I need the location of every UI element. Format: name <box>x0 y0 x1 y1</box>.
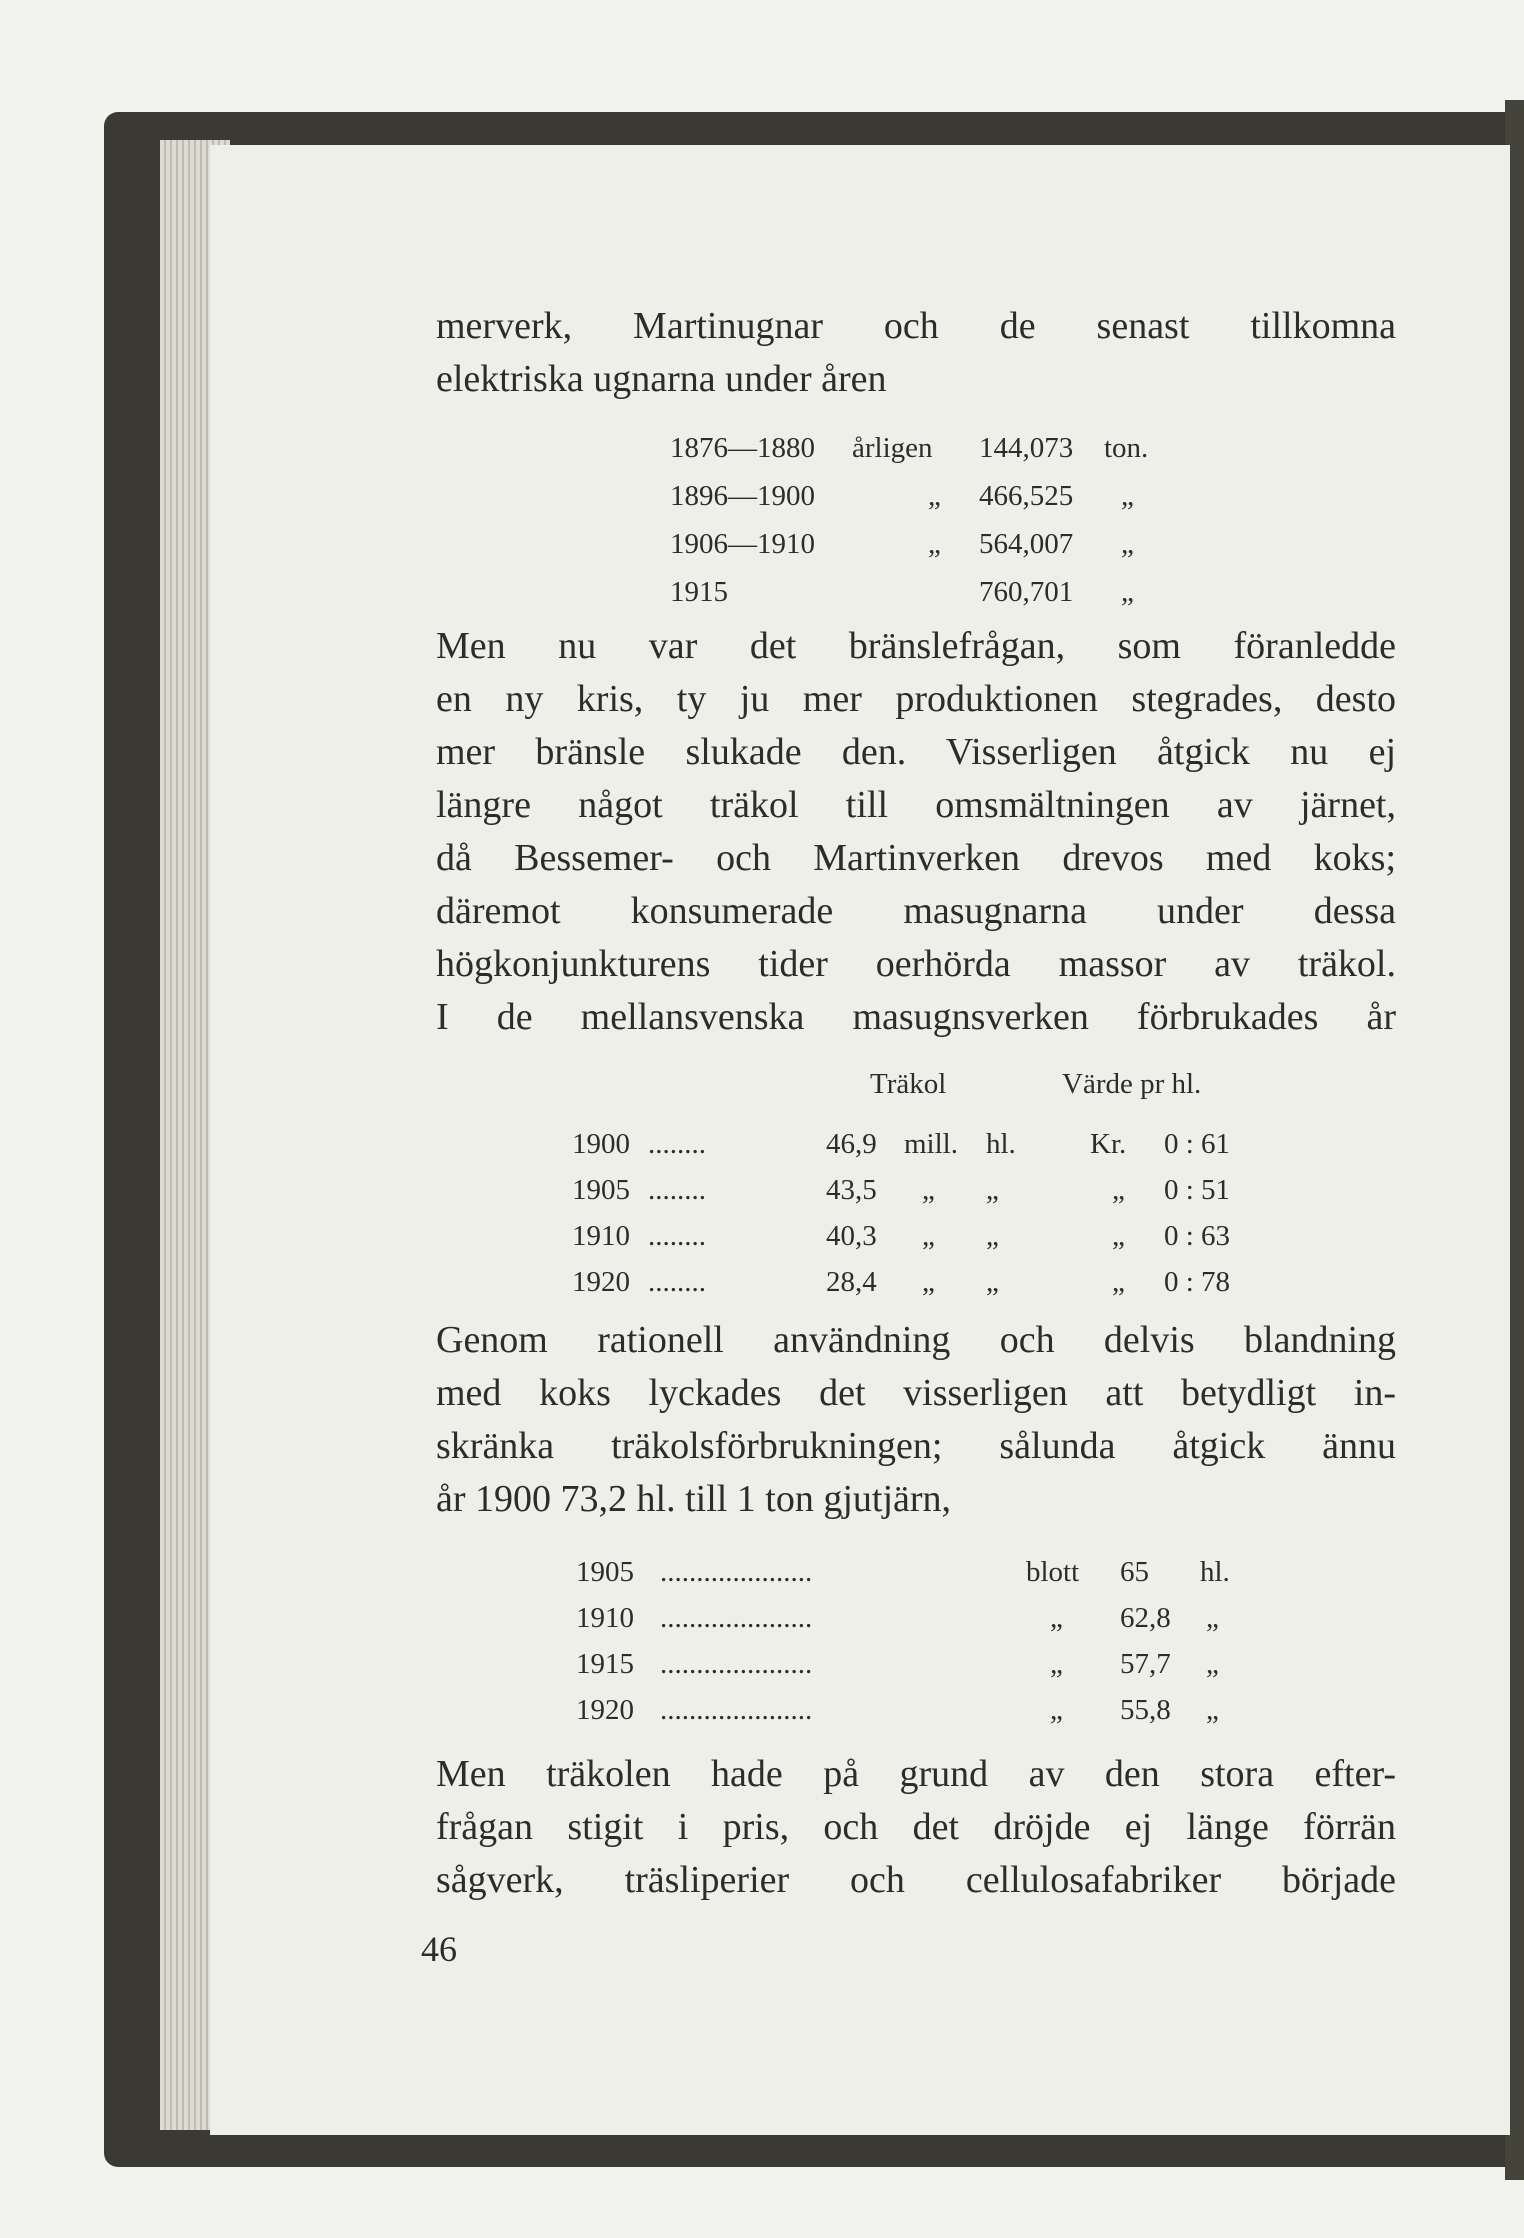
value-cell: 760,701 <box>979 576 1074 608</box>
amount-cell: 43,5 <box>826 1174 877 1206</box>
unit1-cell: „ <box>922 1266 935 1298</box>
text-line: Genom rationell användning och delvis blandning <box>436 1319 1396 1361</box>
text-line: högkonjunkturens tider oerhörda massor av träkol. <box>436 943 1396 985</box>
dots-cell: ..................... <box>660 1694 813 1726</box>
text-line: då Bessemer- och Martinverken drevos med koks; <box>436 837 1396 879</box>
text-line: en ny kris, ty ju mer produktionen stegrades, desto <box>436 678 1396 720</box>
price-cell: 0 : 63 <box>1164 1220 1231 1252</box>
value-cell: 57,7 <box>1120 1648 1171 1680</box>
dots-cell: ..................... <box>660 1648 813 1680</box>
year-cell: 1910 <box>572 1220 630 1252</box>
amount-cell: 28,4 <box>826 1266 877 1298</box>
value-cell: 564,007 <box>979 528 1074 560</box>
text-line: merverk, Martinugnar och de senast tillkomna <box>436 305 1396 347</box>
value-cell: 466,525 <box>979 480 1074 512</box>
years-cell: 1906—1910 <box>670 528 815 560</box>
value-cell: 65 <box>1120 1556 1149 1588</box>
text-line: skränka träkolsförbrukningen; sålunda åtgick ännu <box>436 1425 1396 1467</box>
unit1-cell: „ <box>922 1174 935 1206</box>
text-line: Men träkolen hade på grund av den stora efter- <box>436 1753 1396 1795</box>
text-line: däremot konsumerade masugnarna under dessa <box>436 890 1396 932</box>
unit-cell: årligen <box>852 432 933 464</box>
text-line: sågverk, träsliperier och cellulosafabriker började <box>436 1859 1396 1901</box>
currency-cell: „ <box>1112 1174 1125 1206</box>
year-cell: 1905 <box>572 1174 630 1206</box>
paragraph-4 <box>436 1748 1396 1907</box>
suffix-cell: „ <box>1121 528 1134 560</box>
price-cell: 0 : 61 <box>1164 1128 1231 1160</box>
text-line: mer bränsle slukade den. Visserligen åtgick nu ej <box>436 731 1396 773</box>
header-varde: Värde pr hl. <box>1062 1068 1202 1100</box>
currency-cell: „ <box>1112 1220 1125 1252</box>
years-cell: 1896—1900 <box>670 480 815 512</box>
dots-cell: ........ <box>648 1128 706 1160</box>
paragraph-1 <box>436 300 1396 353</box>
word-cell: „ <box>1050 1648 1063 1680</box>
unit-cell: „ <box>1206 1648 1219 1680</box>
text-line: frågan stigit i pris, och det dröjde ej länge förrän <box>436 1806 1396 1848</box>
text-line: Men nu var det bränslefrågan, som föranledde <box>436 625 1396 667</box>
header-trakol: Träkol <box>870 1068 947 1100</box>
unit-cell: hl. <box>1200 1556 1230 1588</box>
year-cell: 1910 <box>576 1602 634 1634</box>
year-cell: 1905 <box>576 1556 634 1588</box>
text-line: elektriska ugnarna under åren <box>436 358 887 400</box>
word-cell: „ <box>1050 1694 1063 1726</box>
unit2-cell: „ <box>986 1220 999 1252</box>
unit1-cell: „ <box>922 1220 935 1252</box>
page-number: 46 <box>421 1929 457 1969</box>
suffix-cell: ton. <box>1104 432 1149 464</box>
paragraph-3 <box>436 1314 1396 1473</box>
dots-cell: ........ <box>648 1174 706 1206</box>
amount-cell: 40,3 <box>826 1220 877 1252</box>
value-cell: 62,8 <box>1120 1602 1171 1634</box>
text-line: längre något träkol till omsmältningen av järnet, <box>436 784 1396 826</box>
paragraph-1-last <box>436 353 1396 406</box>
suffix-cell: „ <box>1121 480 1134 512</box>
years-cell: 1876—1880 <box>670 432 815 464</box>
suffix-cell: „ <box>1121 576 1134 608</box>
word-cell: „ <box>1050 1602 1063 1634</box>
unit-cell: „ <box>1206 1602 1219 1634</box>
value-cell: 55,8 <box>1120 1694 1171 1726</box>
unit2-cell: „ <box>986 1174 999 1206</box>
years-cell: 1915 <box>670 576 728 608</box>
unit-cell: „ <box>928 480 941 512</box>
unit1-cell: mill. <box>904 1128 958 1160</box>
year-cell: 1920 <box>572 1266 630 1298</box>
text-line: I de mellansvenska masugnsverken förbrukades år <box>436 996 1396 1038</box>
price-cell: 0 : 51 <box>1164 1174 1231 1206</box>
word-cell: blott <box>1026 1556 1080 1588</box>
dots-cell: ..................... <box>660 1602 813 1634</box>
text-line: med koks lyckades det visserligen att betydligt in- <box>436 1372 1396 1414</box>
year-cell: 1915 <box>576 1648 634 1680</box>
paragraph-2 <box>436 620 1396 1044</box>
value-cell: 144,073 <box>979 432 1074 464</box>
unit-cell: „ <box>928 528 941 560</box>
year-cell: 1900 <box>572 1128 630 1160</box>
price-cell: 0 : 78 <box>1164 1266 1231 1298</box>
unit2-cell: hl. <box>986 1128 1016 1160</box>
text-line: år 1900 73,2 hl. till 1 ton gjutjärn, <box>436 1478 952 1520</box>
dots-cell: ........ <box>648 1220 706 1252</box>
paragraph-3-last <box>436 1473 1396 1526</box>
dots-cell: ..................... <box>660 1556 813 1588</box>
unit-cell: „ <box>1206 1694 1219 1726</box>
unit2-cell: „ <box>986 1266 999 1298</box>
dots-cell: ........ <box>648 1266 706 1298</box>
currency-cell: „ <box>1112 1266 1125 1298</box>
amount-cell: 46,9 <box>826 1128 877 1160</box>
year-cell: 1920 <box>576 1694 634 1726</box>
currency-cell: Kr. <box>1090 1128 1127 1160</box>
